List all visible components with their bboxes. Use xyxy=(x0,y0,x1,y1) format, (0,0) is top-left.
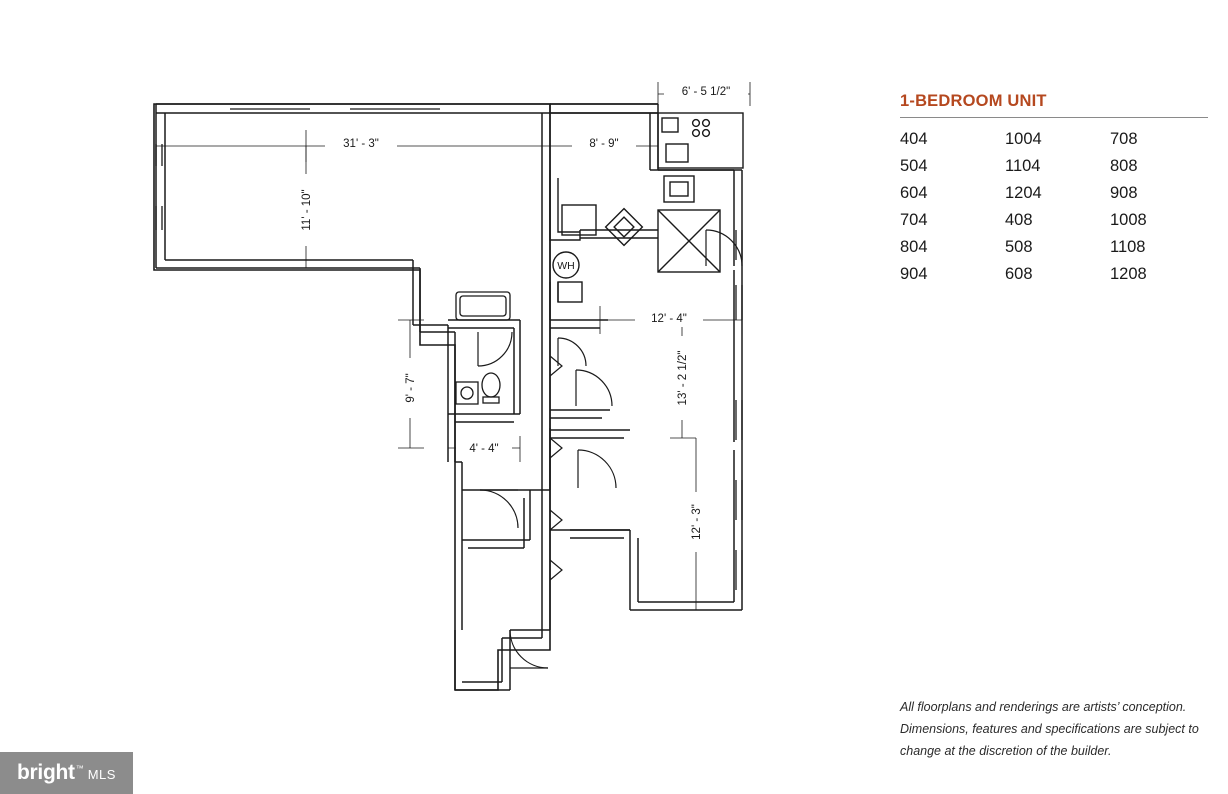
laundry-closet xyxy=(658,210,720,272)
floorplan-drawing xyxy=(110,70,810,720)
unit-number: 708 xyxy=(1110,130,1138,148)
unit-number: 808 xyxy=(1110,157,1138,175)
water-heater-label: WH xyxy=(557,260,575,272)
unit-number: 704 xyxy=(900,211,928,229)
bright-mls-watermark xyxy=(0,752,133,794)
unit-number: 908 xyxy=(1110,184,1138,202)
unit-number: 1004 xyxy=(1005,130,1042,148)
unit-number: 408 xyxy=(1005,211,1033,229)
interior-partitions xyxy=(448,320,630,548)
unit-number: 1204 xyxy=(1005,184,1042,202)
wall-right-wing xyxy=(550,104,742,610)
dimension-label-kitchen-width: 8' - 9" xyxy=(589,138,619,150)
dimension-label-bath-width: 4' - 4" xyxy=(469,443,499,455)
dimension-label-bath-hall-depth: 9' - 7" xyxy=(405,373,417,403)
disclaimer-line-3: change at the discretion of the builder. xyxy=(900,744,1112,758)
watermark-brand: bright xyxy=(17,761,75,784)
unit-number: 1108 xyxy=(1110,238,1146,256)
water-heater-symbol xyxy=(553,252,579,278)
dimension-lines xyxy=(156,82,750,610)
disclaimer-line-1: All floorplans and renderings are artists’ conception. xyxy=(900,700,1187,714)
unit-list-panel xyxy=(900,92,1210,284)
watermark-trademark: ™ xyxy=(75,764,84,773)
kitchen-walls xyxy=(658,113,743,202)
dimension-label-bedroom-depth: 13' - 2 1/2" xyxy=(677,350,689,406)
unit-number: 1104 xyxy=(1005,157,1041,175)
closet-doors xyxy=(550,356,562,580)
disclaimer-text xyxy=(900,696,1210,762)
windows xyxy=(156,104,742,590)
unit-number: 608 xyxy=(1005,265,1033,283)
unit-number: 904 xyxy=(900,265,928,283)
dimension-label-top-left-width: 31' - 3" xyxy=(343,138,379,150)
kitchen-counter xyxy=(550,170,658,245)
dimension-label-lower-room-depth: 12' - 3" xyxy=(691,504,703,540)
hall-closet xyxy=(550,282,582,320)
dimension-label-bedroom-width: 12' - 4" xyxy=(651,313,687,325)
floorplan-svg xyxy=(110,70,810,720)
disclaimer-line-2: Dimensions, features and specifications are subject to xyxy=(900,722,1199,736)
unit-number: 504 xyxy=(900,157,928,175)
unit-number-grid xyxy=(900,130,1210,284)
unit-number: 804 xyxy=(900,238,928,256)
unit-panel-title: 1-BEDROOM UNIT xyxy=(900,92,1047,110)
unit-number: 1008 xyxy=(1110,211,1147,229)
unit-panel-divider xyxy=(900,117,1208,118)
watermark-suffix: MLS xyxy=(87,767,116,782)
watermark-lockup xyxy=(17,761,116,785)
dimension-label-top-right-width: 6' - 5 1/2" xyxy=(681,86,731,98)
unit-number: 404 xyxy=(900,130,928,148)
unit-number: 604 xyxy=(900,184,928,202)
dimension-label-living-depth: 11' - 10" xyxy=(301,189,313,231)
unit-number: 508 xyxy=(1005,238,1033,256)
unit-number: 1208 xyxy=(1110,265,1147,283)
bathroom-fixtures xyxy=(456,292,510,404)
dimension-labels xyxy=(297,82,748,552)
